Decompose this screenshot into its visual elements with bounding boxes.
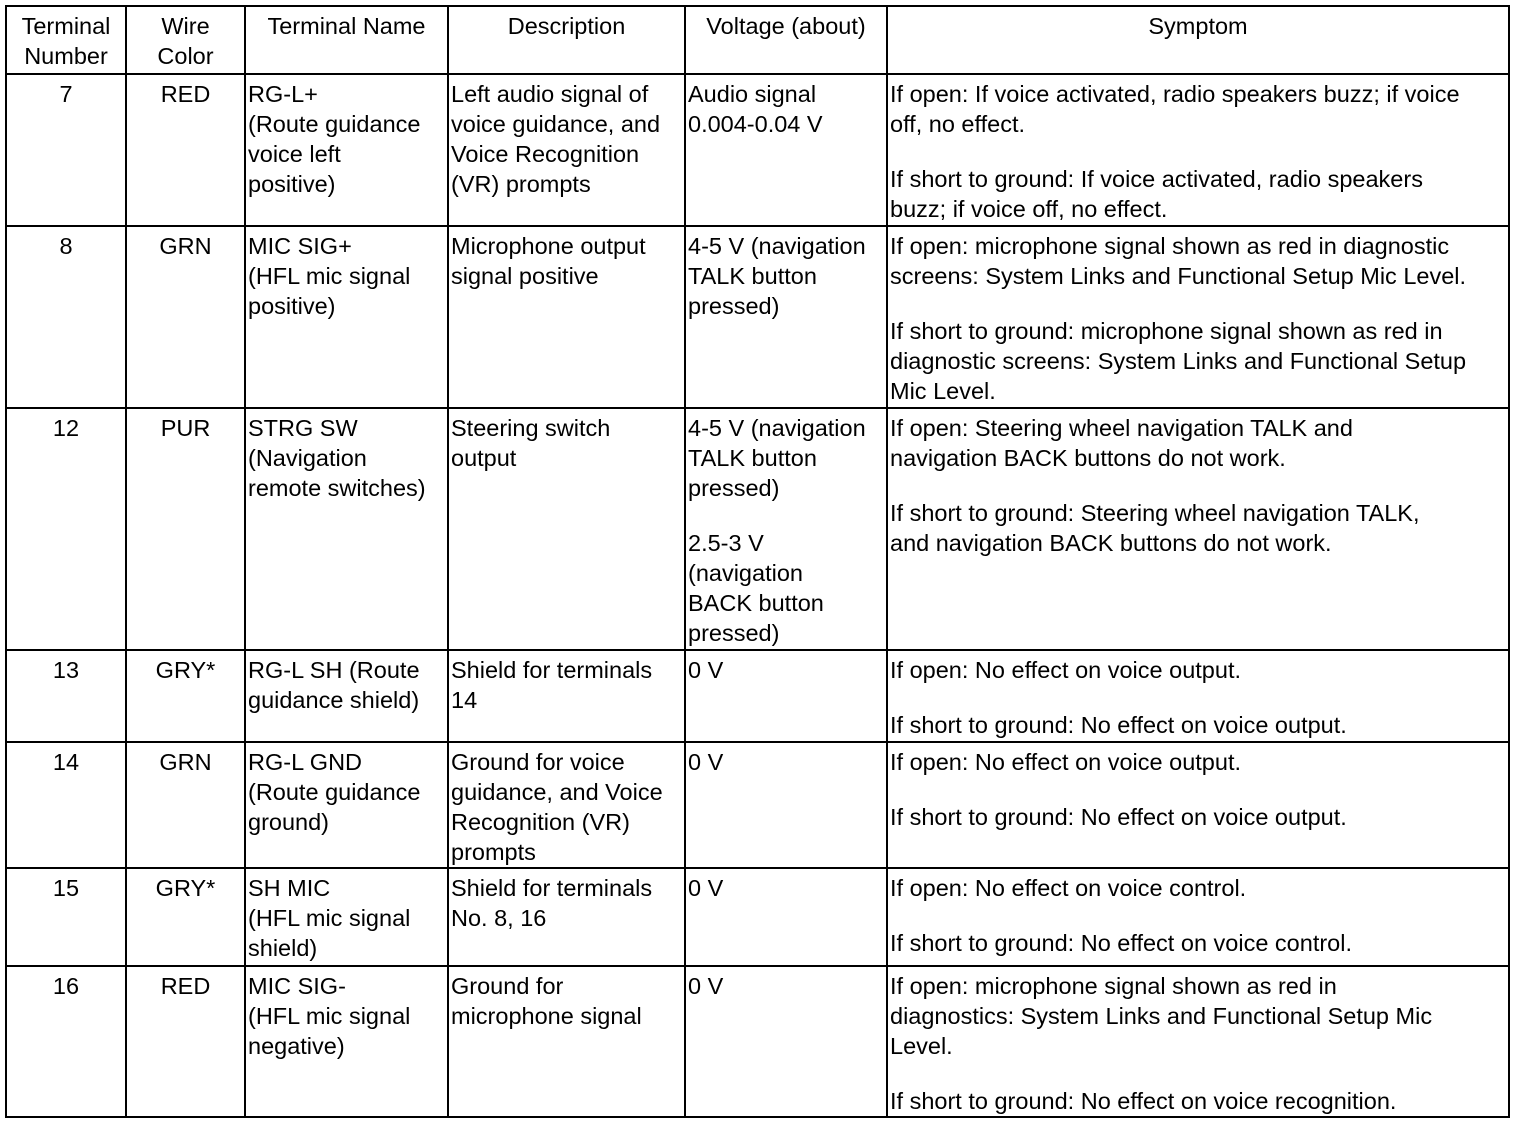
voltage-line: 4-5 V (navigation (688, 233, 866, 259)
table-row (6, 74, 1509, 226)
description-cell-content (451, 869, 684, 933)
header-terminal-name (245, 6, 448, 74)
voltage-cell-content (688, 651, 886, 685)
wire-color-cell-content (127, 227, 244, 261)
symptom-cell (887, 966, 1509, 1117)
voltage-cell (685, 966, 887, 1117)
symptom-line: diagnostic screens: System Links and Functional Setup (890, 348, 1467, 374)
description-line: 14 (451, 687, 478, 713)
header-terminal-number-line: Terminal (21, 13, 111, 39)
symptom-line: If open: No effect on voice control. (890, 875, 1247, 901)
terminal-number-cell-content (7, 651, 125, 685)
voltage-paragraph (688, 231, 886, 321)
voltage-line: 0 V (688, 749, 724, 775)
symptom-cell (887, 408, 1509, 650)
description-line: voice guidance, and (451, 111, 661, 137)
description-line: Left audio signal of (451, 81, 649, 107)
wire-color-cell-content (127, 409, 244, 443)
symptom-paragraph (890, 1086, 1508, 1116)
voltage-line: 0 V (688, 875, 724, 901)
symptom-line: navigation BACK buttons do not work. (890, 445, 1286, 471)
description-cell (448, 226, 685, 408)
voltage-line: (navigation (688, 560, 803, 586)
description-line: Microphone output (451, 233, 646, 259)
voltage-paragraph (688, 971, 886, 1001)
symptom-line: screens: System Links and Functional Setup Mic Level. (890, 263, 1467, 289)
description-cell (448, 742, 685, 868)
terminal-number: 14 (52, 749, 80, 775)
symptom-cell-content (890, 651, 1508, 740)
terminal-number: 13 (52, 657, 80, 683)
table-row (6, 742, 1509, 868)
terminal-name-line: (HFL mic signal (248, 905, 411, 931)
voltage-line: 0 V (688, 973, 724, 999)
symptom-paragraph (890, 928, 1508, 958)
description-line: signal positive (451, 263, 599, 289)
symptom-line: If open: No effect on voice output. (890, 749, 1241, 775)
terminal-name-cell-content (248, 227, 447, 321)
voltage-line: 4-5 V (navigation (688, 415, 866, 441)
header-wire-color (126, 6, 245, 74)
voltage-cell (685, 74, 887, 226)
description-line: Recognition (VR) (451, 809, 630, 835)
voltage-line: pressed) (688, 475, 780, 501)
header-terminal-number (6, 6, 126, 74)
voltage-line: pressed) (688, 293, 780, 319)
symptom-cell-content (890, 967, 1508, 1116)
terminal-name-cell-content (248, 75, 447, 199)
terminal-number-cell-content (7, 869, 125, 903)
wire-color-cell-content (127, 743, 244, 777)
symptom-line: If short to ground: No effect on voice control. (890, 930, 1352, 956)
header-description (448, 6, 685, 74)
header-symptom-label: Symptom (1148, 13, 1248, 39)
voltage-paragraph (688, 655, 886, 685)
description-cell-content (451, 227, 684, 291)
description-cell-content (451, 75, 684, 199)
voltage-paragraph (688, 528, 886, 648)
voltage-paragraph (688, 873, 886, 903)
symptom-paragraph (890, 655, 1508, 685)
terminal-name-line: (HFL mic signal (248, 263, 411, 289)
terminal-name-line: (Route guidance (248, 111, 421, 137)
symptom-line: If open: microphone signal shown as red in diagnostic (890, 233, 1450, 259)
description-cell (448, 408, 685, 650)
voltage-cell (685, 868, 887, 966)
header-description-label: Description (507, 13, 626, 39)
voltage-cell-content (688, 75, 886, 139)
description-line: Steering switch (451, 415, 611, 441)
terminal-number: 16 (52, 973, 80, 999)
symptom-line: If open: microphone signal shown as red in (890, 973, 1337, 999)
description-line: microphone signal (451, 1003, 642, 1029)
table-row (6, 966, 1509, 1117)
terminal-table (5, 5, 1510, 1118)
symptom-cell (887, 742, 1509, 868)
symptom-paragraph (890, 873, 1508, 903)
symptom-line: If short to ground: microphone signal shown as red in (890, 318, 1443, 344)
terminal-number: 7 (59, 81, 73, 107)
symptom-line: off, no effect. (890, 111, 1026, 137)
voltage-cell-content (688, 967, 886, 1001)
description-line: prompts (451, 839, 536, 865)
description-line: (VR) prompts (451, 171, 591, 197)
symptom-cell (887, 74, 1509, 226)
voltage-line: pressed) (688, 620, 780, 646)
terminal-name-cell-content (248, 409, 447, 503)
terminal-name-cell (245, 966, 448, 1117)
voltage-cell (685, 408, 887, 650)
header-voltage (685, 6, 887, 74)
table-row (6, 226, 1509, 408)
terminal-number-cell (6, 742, 126, 868)
symptom-paragraph (890, 316, 1508, 406)
terminal-name-line: (Route guidance (248, 779, 421, 805)
symptom-paragraph (890, 231, 1508, 291)
symptom-cell-content (890, 75, 1508, 224)
terminal-number: 8 (59, 233, 73, 259)
symptom-line: If open: If voice activated, radio speakers buzz; if voice (890, 81, 1460, 107)
header-terminal-name-label: Terminal Name (267, 13, 426, 39)
description-line: output (451, 445, 517, 471)
terminal-number-cell-content (7, 227, 125, 261)
terminal-name-line: guidance shield) (248, 687, 420, 713)
terminal-name-line: SH MIC (248, 875, 331, 901)
wire-color-cell (126, 742, 245, 868)
description-line: Shield for terminals (451, 875, 653, 901)
symptom-line: If open: No effect on voice output. (890, 657, 1241, 683)
terminal-name-line: ground) (248, 809, 329, 835)
description-cell-content (451, 743, 684, 867)
terminal-number-cell-content (7, 409, 125, 443)
terminal-name-cell (245, 742, 448, 868)
terminal-name-cell (245, 650, 448, 742)
terminal-name-line: positive) (248, 171, 336, 197)
description-cell (448, 966, 685, 1117)
symptom-line: If open: Steering wheel navigation TALK and (890, 415, 1353, 441)
symptom-paragraph (890, 747, 1508, 777)
voltage-cell (685, 226, 887, 408)
terminal-number-cell (6, 74, 126, 226)
voltage-paragraph (688, 79, 886, 139)
header-wire-color-line: Color (157, 43, 214, 69)
terminal-number-cell (6, 226, 126, 408)
terminal-name-cell (245, 408, 448, 650)
voltage-paragraph (688, 747, 886, 777)
terminal-name-cell-content (248, 743, 447, 837)
terminal-name-cell (245, 868, 448, 966)
voltage-cell (685, 650, 887, 742)
table-body (6, 74, 1509, 1117)
symptom-line: Level. (890, 1033, 953, 1059)
description-cell-content (451, 409, 684, 473)
wire-color-cell (126, 74, 245, 226)
terminal-name-cell-content (248, 869, 447, 963)
description-line: guidance, and Voice (451, 779, 663, 805)
table-row (6, 868, 1509, 966)
symptom-paragraph (890, 710, 1508, 740)
terminal-name-line: MIC SIG+ (248, 233, 352, 259)
voltage-cell-content (688, 409, 886, 648)
description-cell-content (451, 651, 684, 715)
symptom-cell-content (890, 227, 1508, 406)
wire-color: GRN (159, 749, 212, 775)
terminal-number: 15 (52, 875, 80, 901)
symptom-line: buzz; if voice off, no effect. (890, 196, 1168, 222)
symptom-line: Mic Level. (890, 378, 996, 404)
symptom-cell-content (890, 409, 1508, 558)
header-voltage-label: Voltage (about) (706, 13, 866, 39)
symptom-line: If short to ground: No effect on voice recognition. (890, 1088, 1397, 1114)
wire-color: GRN (159, 233, 212, 259)
terminal-name-cell (245, 74, 448, 226)
terminal-name-line: RG-L SH (Route (248, 657, 420, 683)
description-line: Ground for voice (451, 749, 625, 775)
description-line: Ground for (451, 973, 564, 999)
symptom-line: If short to ground: If voice activated, radio speakers (890, 166, 1423, 192)
terminal-name-cell (245, 226, 448, 408)
wire-color-cell (126, 868, 245, 966)
wire-color-cell (126, 650, 245, 742)
voltage-cell-content (688, 869, 886, 903)
wire-color: RED (160, 81, 211, 107)
terminal-name-line: voice left (248, 141, 341, 167)
description-line: Shield for terminals (451, 657, 653, 683)
symptom-cell (887, 868, 1509, 966)
terminal-number-cell (6, 650, 126, 742)
terminal-number-cell-content (7, 75, 125, 109)
wire-color: PUR (160, 415, 211, 441)
symptom-paragraph (890, 413, 1508, 473)
header-terminal-number-line: Number (24, 43, 108, 69)
header-symptom (887, 6, 1509, 74)
voltage-line: Audio signal (688, 81, 817, 107)
voltage-cell-content (688, 227, 886, 321)
symptom-line: If short to ground: No effect on voice output. (890, 712, 1347, 738)
terminal-number: 12 (52, 415, 80, 441)
header-row (6, 6, 1509, 74)
symptom-cell-content (890, 869, 1508, 958)
symptom-paragraph (890, 802, 1508, 832)
description-line: Voice Recognition (451, 141, 640, 167)
wire-color: RED (160, 973, 211, 999)
description-cell (448, 868, 685, 966)
terminal-number-cell (6, 966, 126, 1117)
wire-color-cell-content (127, 651, 244, 685)
symptom-cell-content (890, 743, 1508, 832)
terminal-number-cell (6, 868, 126, 966)
terminal-number-cell (6, 408, 126, 650)
terminal-name-line: (Navigation (248, 445, 367, 471)
terminal-name-cell-content (248, 967, 447, 1061)
symptom-paragraph (890, 164, 1508, 224)
symptom-line: If short to ground: Steering wheel navigation TALK, (890, 500, 1420, 526)
wire-color-cell-content (127, 967, 244, 1001)
voltage-line: TALK button (688, 263, 817, 289)
symptom-line: and navigation BACK buttons do not work. (890, 530, 1332, 556)
voltage-paragraph (688, 413, 886, 503)
symptom-cell (887, 650, 1509, 742)
wire-color: GRY* (155, 657, 216, 683)
symptom-cell (887, 226, 1509, 408)
terminal-name-line: MIC SIG- (248, 973, 346, 999)
description-line: No. 8, 16 (451, 905, 547, 931)
voltage-cell (685, 742, 887, 868)
terminal-name-line: RG-L+ (248, 81, 318, 107)
wire-color-cell-content (127, 75, 244, 109)
description-cell (448, 650, 685, 742)
wire-color-cell (126, 966, 245, 1117)
voltage-line: 0 V (688, 657, 724, 683)
symptom-paragraph (890, 971, 1508, 1061)
terminal-number-cell-content (7, 743, 125, 777)
terminal-name-line: RG-L GND (248, 749, 363, 775)
terminal-name-line: negative) (248, 1033, 345, 1059)
voltage-line: BACK button (688, 590, 824, 616)
description-cell-content (451, 967, 684, 1031)
voltage-cell-content (688, 743, 886, 777)
wire-color-cell-content (127, 869, 244, 903)
table-row (6, 650, 1509, 742)
terminal-name-line: positive) (248, 293, 336, 319)
description-cell (448, 74, 685, 226)
symptom-paragraph (890, 79, 1508, 139)
terminal-name-line: (HFL mic signal (248, 1003, 411, 1029)
symptom-paragraph (890, 498, 1508, 558)
voltage-line: 0.004-0.04 V (688, 111, 823, 137)
terminal-number-cell-content (7, 967, 125, 1001)
wire-color-cell (126, 226, 245, 408)
wire-color: GRY* (155, 875, 216, 901)
terminal-name-line: STRG SW (248, 415, 358, 441)
terminal-name-cell-content (248, 651, 447, 715)
terminal-name-line: remote switches) (248, 475, 426, 501)
voltage-line: TALK button (688, 445, 817, 471)
header-wire-color-line: Wire (161, 13, 210, 39)
symptom-line: diagnostics: System Links and Functional Setup Mic (890, 1003, 1433, 1029)
symptom-line: If short to ground: No effect on voice output. (890, 804, 1347, 830)
voltage-line: 2.5-3 V (688, 530, 764, 556)
wire-color-cell (126, 408, 245, 650)
terminal-name-line: shield) (248, 935, 318, 961)
table-row (6, 408, 1509, 650)
